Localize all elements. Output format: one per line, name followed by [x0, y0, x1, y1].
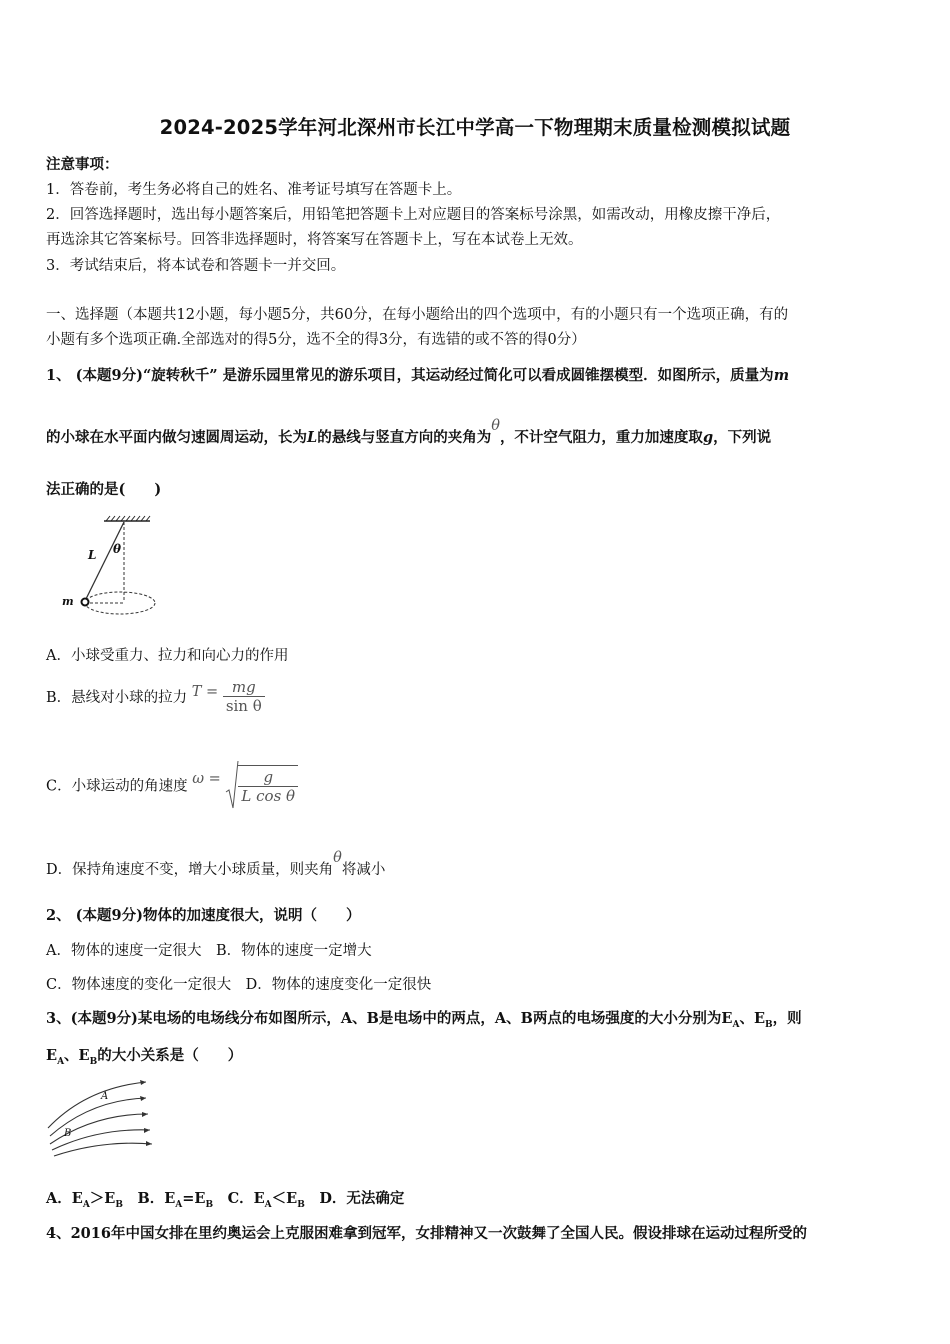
fig-label-theta: θ — [113, 542, 122, 556]
q3-sub-b-2: B — [89, 1056, 98, 1067]
q3-option-d: D．无法确定 — [304, 1190, 405, 1207]
q1-option-b-den: sin θ — [225, 697, 262, 715]
q1-option-b-lhs: T = — [191, 683, 219, 700]
fig-label-b: B — [64, 1128, 72, 1139]
q3-text-2a: E — [46, 1047, 58, 1064]
q3-option-b-sub-b: B — [205, 1199, 214, 1210]
q1-option-d — [46, 850, 386, 879]
section-intro-line1: 一、选择题（本题共12小题，每小题5分，共60分，在每小题给出的四个选项中，有的小题只有一个选项正确，有的 — [46, 307, 789, 323]
q1-var-g: g — [702, 429, 714, 446]
q1-text-2b: 的悬线与竖直方向的夹角为 — [317, 429, 492, 446]
q3-text-sep: 、E — [739, 1010, 766, 1027]
q1-option-b-text: B．悬线对小球的拉力 — [46, 690, 188, 706]
q3-stem-line2 — [46, 1044, 242, 1067]
q1-option-c-text: C．小球运动的角速度 — [46, 778, 188, 795]
q1-option-c-num: g — [238, 768, 298, 787]
q3-text-2b: 、E — [64, 1047, 90, 1064]
fig-label-a: A — [101, 1091, 109, 1102]
q1-option-b-num: mg — [223, 678, 265, 697]
notice-item-3: 3．考试结束后，将本试卷和答题卡一并交回。 — [46, 258, 346, 274]
section-intro-line2: 小题有多个选项正确.全部选对的得5分，选不全的得3分，有选错的或不答的得0分） — [46, 332, 586, 348]
q3-option-c-rel: ＜E — [271, 1190, 298, 1207]
notice-item-2b: 再选涂其它答案标号。回答非选择题时，将答案写在答题卡上，写在本试卷上无效。 — [46, 232, 583, 248]
q2-options-ab: A．物体的速度一定很大 B．物体的速度一定增大 — [46, 943, 372, 959]
q1-option-c-lhs: ω = — [192, 771, 221, 787]
q1-stem-line3: 法正确的是( ) — [46, 481, 162, 498]
fig-label-L: L — [88, 548, 97, 562]
fig-label-m: m — [62, 595, 74, 608]
q4-stem-line1: 4、2016年中国女排在里约奥运会上克服困难拿到冠军，女排精神又一次鼓舞了全国人民。假设排球在运动过程所受的 — [46, 1225, 807, 1242]
q1-stem-line2 — [46, 418, 772, 447]
q3-option-c-e: C．E — [213, 1190, 265, 1207]
q3-text-1b: ，则 — [772, 1010, 802, 1027]
q1-var-m: m — [773, 367, 790, 384]
q3-option-c-sub-a: A — [264, 1199, 272, 1210]
q3-stem-line1 — [46, 1007, 802, 1030]
q3-text-2c: 的大小关系是（ ） — [97, 1047, 243, 1064]
q3-text-1a: 3、(本题9分)某电场的电场线分布如图所示，A、B是电场中的两点，A、B两点的电场强度的大小分别为E — [46, 1010, 733, 1027]
q1-option-d-text-a: D．保持角速度不变，增大小球质量，则夹角 — [46, 862, 334, 878]
q1-option-d-text-b: 将减小 — [341, 862, 386, 878]
q3-option-b-rel: =E — [182, 1190, 206, 1207]
q1-text-2a: 的小球在水平面内做匀速圆周运动，长为 — [46, 429, 307, 446]
q3-option-b-sub-a: A — [175, 1199, 183, 1210]
q3-sub-a-2: A — [57, 1056, 65, 1067]
q1-text-2c: ，不计空气阻力，重力加速度取 — [499, 429, 703, 446]
sqrt-radical-icon — [225, 760, 239, 810]
q3-option-a-sub-a: A — [82, 1199, 90, 1210]
q1-option-b — [46, 678, 265, 724]
q1-option-a: A．小球受重力、拉力和向心力的作用 — [46, 648, 289, 664]
q1-var-theta: θ — [491, 418, 500, 434]
q1-stem-line1 — [46, 364, 789, 385]
q1-option-c-den: L cos θ — [241, 787, 296, 805]
q3-sub-b: B — [765, 1019, 773, 1030]
notice-item-2a: 2．回答选择题时，选出每小题答案后，用铅笔把答题卡上对应题目的答案标号涂黑，如需改动，用橡皮擦干净后， — [46, 207, 781, 223]
q1-option-d-theta: θ — [333, 850, 342, 866]
q3-option-a-sub-b: B — [115, 1199, 123, 1210]
q3-option-a-e: A．E — [46, 1190, 83, 1207]
q3-option-c-sub-b: B — [297, 1199, 305, 1210]
q3-options — [46, 1187, 404, 1210]
q2-options-cd: C．物体速度的变化一定很大 D．物体的速度变化一定很快 — [46, 977, 432, 993]
notice-heading: 注意事项： — [46, 156, 119, 173]
q1-option-c-sqrt — [225, 760, 298, 810]
q1-var-L: L — [307, 429, 318, 446]
q1-option-b-fraction — [223, 678, 265, 715]
q3-option-a-rel: ＞E — [89, 1190, 116, 1207]
notice-item-1: 1．答卷前，考生务必将自己的姓名、准考证号填写在答题卡上。 — [46, 182, 462, 198]
q1-option-c-fraction — [238, 765, 298, 805]
q3-sub-a: A — [732, 1019, 740, 1030]
q3-option-b-e: B．E — [122, 1190, 176, 1207]
q2-stem: 2、 (本题9分)物体的加速度很大，说明（ ） — [46, 907, 361, 924]
q1-text-2d: ，下列说 — [713, 429, 772, 446]
exam-title: 2024-2025学年河北深州市长江中学高一下物理期末质量检测模拟试题 — [159, 116, 791, 139]
q1-text-1: 1、 (本题9分)“旋转秋千” 是游乐园里常见的游乐项目，其运动经过简化可以看成圆锥摆模型．如图所示，质量为 — [46, 367, 774, 384]
q1-option-c — [46, 760, 298, 816]
